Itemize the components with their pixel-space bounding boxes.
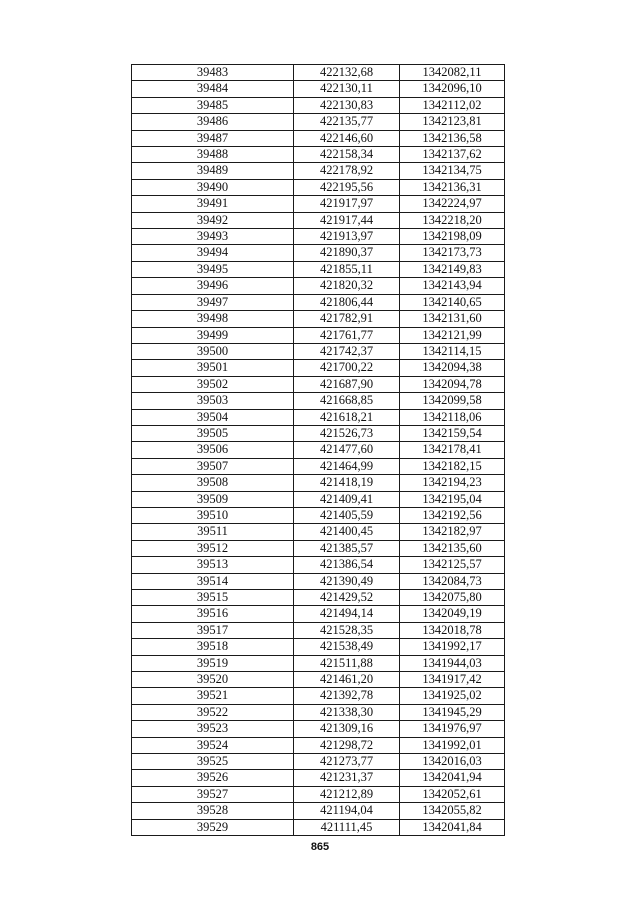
table-row: [132, 229, 505, 245]
y-coordinate-cell: 1342218,20: [400, 212, 505, 228]
table-row: [132, 573, 505, 589]
point-number-cell: 39494: [132, 245, 294, 261]
y-coordinate-cell: 1342182,97: [400, 524, 505, 540]
coordinates-table: [131, 64, 505, 836]
y-coordinate-cell: 1341917,42: [400, 672, 505, 688]
y-coordinate-cell: 1342052,61: [400, 786, 505, 802]
point-number-cell: 39514: [132, 573, 294, 589]
table-row: [132, 409, 505, 425]
y-coordinate-cell: 1342041,84: [400, 819, 505, 835]
x-coordinate-cell: 421820,32: [294, 278, 400, 294]
point-number-cell: 39521: [132, 688, 294, 704]
table-row: [132, 491, 505, 507]
table-row: [132, 754, 505, 770]
y-coordinate-cell: 1342140,65: [400, 294, 505, 310]
point-number-cell: 39504: [132, 409, 294, 425]
y-coordinate-cell: 1341944,03: [400, 655, 505, 671]
table-row: [132, 803, 505, 819]
y-coordinate-cell: 1342194,23: [400, 475, 505, 491]
table-row: [132, 179, 505, 195]
point-number-cell: 39484: [132, 81, 294, 97]
point-number-cell: 39523: [132, 721, 294, 737]
table-row: [132, 114, 505, 130]
x-coordinate-cell: 421385,57: [294, 540, 400, 556]
table-row: [132, 393, 505, 409]
point-number-cell: 39511: [132, 524, 294, 540]
table-row: [132, 688, 505, 704]
x-coordinate-cell: 421405,59: [294, 507, 400, 523]
table-row: [132, 557, 505, 573]
y-coordinate-cell: 1342075,80: [400, 590, 505, 606]
x-coordinate-cell: 421913,97: [294, 229, 400, 245]
x-coordinate-cell: 421687,90: [294, 376, 400, 392]
table-row: [132, 65, 505, 81]
y-coordinate-cell: 1342016,03: [400, 754, 505, 770]
point-number-cell: 39518: [132, 639, 294, 655]
table-row: [132, 278, 505, 294]
point-number-cell: 39508: [132, 475, 294, 491]
x-coordinate-cell: 421231,37: [294, 770, 400, 786]
x-coordinate-cell: 421618,21: [294, 409, 400, 425]
table-row: [132, 721, 505, 737]
point-number-cell: 39487: [132, 130, 294, 146]
table-row: [132, 376, 505, 392]
point-number-cell: 39520: [132, 672, 294, 688]
table-row: [132, 704, 505, 720]
point-number-cell: 39519: [132, 655, 294, 671]
point-number-cell: 39502: [132, 376, 294, 392]
point-number-cell: 39512: [132, 540, 294, 556]
table-row: [132, 606, 505, 622]
point-number-cell: 39503: [132, 393, 294, 409]
point-number-cell: 39505: [132, 425, 294, 441]
y-coordinate-cell: 1342134,75: [400, 163, 505, 179]
x-coordinate-cell: 421890,37: [294, 245, 400, 261]
x-coordinate-cell: 421409,41: [294, 491, 400, 507]
x-coordinate-cell: 422130,11: [294, 81, 400, 97]
table-row: [132, 196, 505, 212]
y-coordinate-cell: 1342096,10: [400, 81, 505, 97]
page-number: 865: [310, 841, 330, 853]
y-coordinate-cell: 1342094,38: [400, 360, 505, 376]
point-number-cell: 39486: [132, 114, 294, 130]
x-coordinate-cell: 422178,92: [294, 163, 400, 179]
y-coordinate-cell: 1342099,58: [400, 393, 505, 409]
point-number-cell: 39526: [132, 770, 294, 786]
y-coordinate-cell: 1342149,83: [400, 261, 505, 277]
table-row: [132, 147, 505, 163]
table-row: [132, 343, 505, 359]
y-coordinate-cell: 1342224,97: [400, 196, 505, 212]
y-coordinate-cell: 1342112,02: [400, 97, 505, 113]
y-coordinate-cell: 1342143,94: [400, 278, 505, 294]
x-coordinate-cell: 422158,34: [294, 147, 400, 163]
point-number-cell: 39509: [132, 491, 294, 507]
table-row: [132, 672, 505, 688]
point-number-cell: 39513: [132, 557, 294, 573]
y-coordinate-cell: 1342137,62: [400, 147, 505, 163]
point-number-cell: 39515: [132, 590, 294, 606]
y-coordinate-cell: 1342123,81: [400, 114, 505, 130]
point-number-cell: 39495: [132, 261, 294, 277]
point-number-cell: 39528: [132, 803, 294, 819]
x-coordinate-cell: 421855,11: [294, 261, 400, 277]
table-row: [132, 294, 505, 310]
table-row: [132, 163, 505, 179]
y-coordinate-cell: 1342121,99: [400, 327, 505, 343]
table-row: [132, 458, 505, 474]
x-coordinate-cell: 421917,44: [294, 212, 400, 228]
y-coordinate-cell: 1342049,19: [400, 606, 505, 622]
y-coordinate-cell: 1342198,09: [400, 229, 505, 245]
x-coordinate-cell: 421298,72: [294, 737, 400, 753]
y-coordinate-cell: 1342136,31: [400, 179, 505, 195]
table-row: [132, 212, 505, 228]
x-coordinate-cell: 421309,16: [294, 721, 400, 737]
table-row: [132, 540, 505, 556]
table-row: [132, 524, 505, 540]
y-coordinate-cell: 1342178,41: [400, 442, 505, 458]
x-coordinate-cell: 421700,22: [294, 360, 400, 376]
point-number-cell: 39488: [132, 147, 294, 163]
point-number-cell: 39501: [132, 360, 294, 376]
point-number-cell: 39498: [132, 311, 294, 327]
table-row: [132, 311, 505, 327]
x-coordinate-cell: 421668,85: [294, 393, 400, 409]
x-coordinate-cell: 421477,60: [294, 442, 400, 458]
table-row: [132, 245, 505, 261]
table-row: [132, 442, 505, 458]
y-coordinate-cell: 1342195,04: [400, 491, 505, 507]
table-row: [132, 639, 505, 655]
y-coordinate-cell: 1341945,29: [400, 704, 505, 720]
table-row: [132, 97, 505, 113]
point-number-cell: 39529: [132, 819, 294, 835]
x-coordinate-cell: 422130,83: [294, 97, 400, 113]
point-number-cell: 39493: [132, 229, 294, 245]
table-row: [132, 261, 505, 277]
y-coordinate-cell: 1342135,60: [400, 540, 505, 556]
x-coordinate-cell: 421806,44: [294, 294, 400, 310]
y-coordinate-cell: 1341925,02: [400, 688, 505, 704]
x-coordinate-cell: 421418,19: [294, 475, 400, 491]
x-coordinate-cell: 421526,73: [294, 425, 400, 441]
table-row: [132, 622, 505, 638]
y-coordinate-cell: 1342094,78: [400, 376, 505, 392]
table-row: [132, 737, 505, 753]
table-row: [132, 786, 505, 802]
table-row: [132, 655, 505, 671]
x-coordinate-cell: 421194,04: [294, 803, 400, 819]
y-coordinate-cell: 1342125,57: [400, 557, 505, 573]
x-coordinate-cell: 421386,54: [294, 557, 400, 573]
y-coordinate-cell: 1342018,78: [400, 622, 505, 638]
y-coordinate-cell: 1341992,01: [400, 737, 505, 753]
y-coordinate-cell: 1342041,94: [400, 770, 505, 786]
y-coordinate-cell: 1342084,73: [400, 573, 505, 589]
point-number-cell: 39524: [132, 737, 294, 753]
y-coordinate-cell: 1342131,60: [400, 311, 505, 327]
point-number-cell: 39510: [132, 507, 294, 523]
x-coordinate-cell: 422135,77: [294, 114, 400, 130]
point-number-cell: 39496: [132, 278, 294, 294]
y-coordinate-cell: 1342192,56: [400, 507, 505, 523]
y-coordinate-cell: 1342173,73: [400, 245, 505, 261]
y-coordinate-cell: 1342082,11: [400, 65, 505, 81]
y-coordinate-cell: 1341992,17: [400, 639, 505, 655]
table-row: [132, 590, 505, 606]
x-coordinate-cell: 421390,49: [294, 573, 400, 589]
x-coordinate-cell: 421338,30: [294, 704, 400, 720]
x-coordinate-cell: 421464,99: [294, 458, 400, 474]
x-coordinate-cell: 421400,45: [294, 524, 400, 540]
table-row: [132, 130, 505, 146]
x-coordinate-cell: 421212,89: [294, 786, 400, 802]
table-row: [132, 819, 505, 835]
table-row: [132, 425, 505, 441]
point-number-cell: 39490: [132, 179, 294, 195]
x-coordinate-cell: 421461,20: [294, 672, 400, 688]
point-number-cell: 39500: [132, 343, 294, 359]
table-row: [132, 81, 505, 97]
point-number-cell: 39525: [132, 754, 294, 770]
point-number-cell: 39483: [132, 65, 294, 81]
table-row: [132, 360, 505, 376]
point-number-cell: 39506: [132, 442, 294, 458]
point-number-cell: 39516: [132, 606, 294, 622]
coordinates-table-body: [132, 65, 505, 836]
point-number-cell: 39489: [132, 163, 294, 179]
y-coordinate-cell: 1342118,06: [400, 409, 505, 425]
point-number-cell: 39522: [132, 704, 294, 720]
point-number-cell: 39492: [132, 212, 294, 228]
point-number-cell: 39517: [132, 622, 294, 638]
table-row: [132, 327, 505, 343]
x-coordinate-cell: 421511,88: [294, 655, 400, 671]
table-row: [132, 475, 505, 491]
x-coordinate-cell: 421392,78: [294, 688, 400, 704]
y-coordinate-cell: 1342055,82: [400, 803, 505, 819]
x-coordinate-cell: 421761,77: [294, 327, 400, 343]
x-coordinate-cell: 421782,91: [294, 311, 400, 327]
y-coordinate-cell: 1342114,15: [400, 343, 505, 359]
point-number-cell: 39497: [132, 294, 294, 310]
y-coordinate-cell: 1342159,54: [400, 425, 505, 441]
x-coordinate-cell: 422195,56: [294, 179, 400, 195]
y-coordinate-cell: 1341976,97: [400, 721, 505, 737]
x-coordinate-cell: 421429,52: [294, 590, 400, 606]
x-coordinate-cell: 422132,68: [294, 65, 400, 81]
x-coordinate-cell: 421494,14: [294, 606, 400, 622]
x-coordinate-cell: 421111,45: [294, 819, 400, 835]
point-number-cell: 39491: [132, 196, 294, 212]
x-coordinate-cell: 421538,49: [294, 639, 400, 655]
table-row: [132, 770, 505, 786]
point-number-cell: 39499: [132, 327, 294, 343]
x-coordinate-cell: 421742,37: [294, 343, 400, 359]
point-number-cell: 39527: [132, 786, 294, 802]
x-coordinate-cell: 421273,77: [294, 754, 400, 770]
y-coordinate-cell: 1342182,15: [400, 458, 505, 474]
table-row: [132, 507, 505, 523]
x-coordinate-cell: 421917,97: [294, 196, 400, 212]
y-coordinate-cell: 1342136,58: [400, 130, 505, 146]
point-number-cell: 39485: [132, 97, 294, 113]
x-coordinate-cell: 422146,60: [294, 130, 400, 146]
x-coordinate-cell: 421528,35: [294, 622, 400, 638]
point-number-cell: 39507: [132, 458, 294, 474]
